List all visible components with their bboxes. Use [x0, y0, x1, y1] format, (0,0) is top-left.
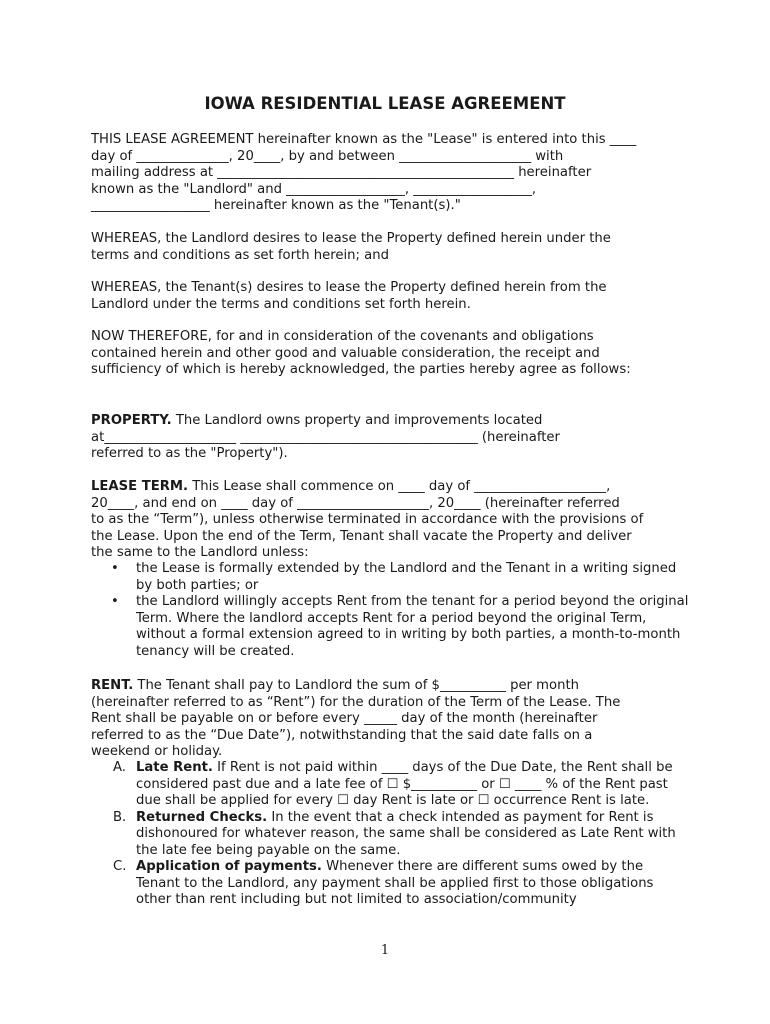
list-item — [91, 561, 691, 594]
application-of-payments-heading: Application of payments. — [136, 859, 322, 874]
rent-text: The Tenant shall pay to Landlord the sum of $__________ per month — [133, 678, 579, 693]
property-first-line — [91, 413, 691, 430]
property-heading: PROPERTY. — [91, 413, 172, 428]
rent-section — [91, 678, 691, 761]
intro-line: __________________ hereinafter known as the "Tenant(s)." — [91, 198, 461, 213]
now-therefore-line: NOW THEREFORE, for and in consideration of the covenants and obligations — [91, 329, 594, 344]
intro-line: known as the "Landlord" and __________________, __________________, — [91, 181, 537, 197]
lease-term-line: the same to the Landlord unless: — [91, 545, 309, 560]
list-item — [91, 760, 691, 810]
whereas-line: Landlord under the terms and conditions set forth herein. — [91, 296, 471, 312]
list-item — [91, 810, 691, 860]
whereas-line: WHEREAS, the Tenant(s) desires to lease the Property defined herein from the — [91, 280, 607, 295]
property-section — [91, 413, 691, 463]
late-rent-text: If Rent is not paid within ____ days of the Due Date, the Rent shall — [212, 760, 652, 775]
whereas-line: terms and conditions as set forth herein; and — [91, 247, 389, 263]
rent-line: Rent shall be payable on or before every _____ day of the month (hereinafter — [91, 711, 598, 726]
item-line: be considered past due and a late fee of ☐ $__________ or ☐ ____ % of the — [136, 760, 673, 792]
bullet-line: original Term, without a formal extension agreed to in writing by both parties, — [136, 610, 647, 642]
document-title: IOWA RESIDENTIAL LEASE AGREEMENT — [204, 94, 566, 113]
rent-line: (hereinafter referred to as “Rent”) for the duration of the Term of the Lease. The — [91, 694, 621, 710]
intro-line: THIS LEASE AGREEMENT hereinafter known as the "Lease" is entered into this ____ — [91, 132, 637, 147]
lease-term-line: the Lease. Upon the end of the Term, Tenant shall vacate the Property and deliver — [91, 528, 632, 544]
item-line: obligations other than rent including but not limited to association/community — [136, 875, 654, 907]
bullet-icon: • — [111, 594, 119, 609]
property-line: referred to as the "Property"). — [91, 446, 288, 461]
page-number: 1 — [380, 943, 390, 958]
bullet-line: signed by both parties; or — [136, 561, 677, 593]
item-marker: A. — [113, 760, 126, 775]
property-line: at____________________ ____________________________________ (hereinafter — [91, 429, 560, 445]
lease-term-line: to as the “Term”), unless otherwise terminated in accordance with the provisions of — [91, 512, 644, 527]
now-therefore-paragraph — [91, 329, 691, 379]
late-rent-heading: Late Rent. — [136, 760, 213, 775]
now-therefore-line: contained herein and other good and valuable consideration, the receipt and — [91, 345, 600, 361]
item-line: Rent with the late fee being payable on the same. — [136, 826, 676, 858]
lease-term-heading: LEASE TERM. — [91, 479, 189, 494]
intro-paragraph — [91, 132, 691, 215]
whereas-paragraph-1 — [91, 231, 691, 264]
lease-term-line: 20____, and end on ____ day of ____________________, 20____ (hereinafter referred — [91, 495, 620, 511]
list-item — [91, 594, 691, 660]
bullet-line: the Landlord willingly accepts Rent from the tenant for a period beyond the — [136, 594, 635, 609]
whereas-paragraph-2 — [91, 280, 691, 313]
application-of-payments-text: Whenever there are different sums owed by the — [321, 859, 644, 874]
item-line: Rent is late. — [570, 793, 650, 808]
bullet-icon: • — [111, 561, 119, 576]
lease-term-first-line — [91, 479, 691, 496]
rent-line: referred to as the “Due Date”), notwithstanding that the said date falls on a — [91, 727, 593, 743]
lease-term-section — [91, 479, 691, 562]
item-line: Rent past due shall be applied for every ☐ day Rent is late or ☐ occurrence — [136, 776, 668, 808]
whereas-line: WHEREAS, the Landlord desires to lease the Property defined herein under the — [91, 231, 611, 246]
item-line: Tenant to the Landlord, any payment shall be applied first to those — [136, 875, 577, 891]
item-marker: C. — [113, 859, 127, 874]
lease-term-text: This Lease shall commence on ____ day of ____________________, — [188, 479, 611, 494]
item-line: is dishonoured for whatever reason, the same shall be considered as Late — [136, 809, 654, 841]
intro-line: mailing address at _____________________________________________ hereinafter — [91, 165, 592, 180]
rent-first-line — [91, 678, 691, 695]
returned-checks-text: In the event that a check intended as payment for Rent — [267, 809, 639, 825]
now-therefore-line: sufficiency of which is hereby acknowledged, the parties hereby agree as follows: — [91, 362, 631, 377]
intro-line: day of ______________, 20____, by and between ____________________ with — [91, 148, 564, 164]
rent-line: weekend or holiday. — [91, 744, 223, 759]
bullet-line: the Lease is formally extended by the Landlord and the Tenant in a writing — [136, 561, 629, 576]
rent-subsections-list — [91, 760, 691, 909]
property-text: The Landlord owns property and improvements located — [171, 413, 543, 428]
rent-heading: RENT. — [91, 678, 134, 693]
bullet-line: a month-to-month tenancy will be created. — [136, 627, 681, 659]
returned-checks-heading: Returned Checks. — [136, 809, 268, 825]
item-marker: B. — [113, 809, 127, 825]
bullet-line: original Term. Where the landlord accepts Rent for a period beyond the — [136, 594, 689, 626]
list-item — [91, 859, 691, 909]
lease-term-conditions-list — [91, 561, 691, 660]
